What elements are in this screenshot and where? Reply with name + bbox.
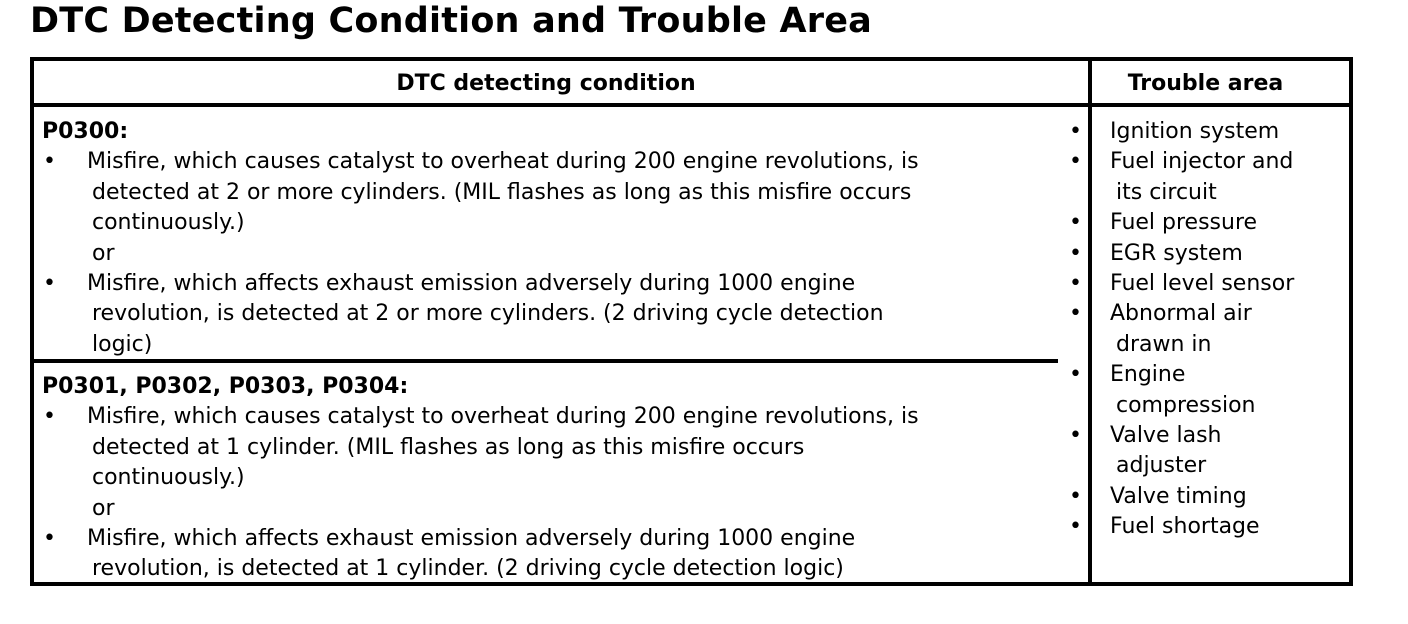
bullet-icon: • [1069,362,1082,388]
condition-cell-p0300 [42,117,1052,360]
bullet-line [42,147,1052,177]
trouble-area-item [1068,147,1353,177]
bullet-icon: • [1069,240,1082,266]
bullet-icon: • [43,526,56,552]
trouble-area-text: drawn in [1116,331,1212,357]
condition-text: revolution, is detected at 2 or more cylinders. (2 driving cycle detection [92,301,884,327]
bullet-line [42,524,1052,554]
bullet-icon: • [43,271,56,297]
trouble-area-text: Fuel shortage [1110,514,1260,540]
bullet-icon: • [1069,210,1082,236]
trouble-area-item [1068,208,1353,238]
condition-text: logic) [92,331,153,357]
header-trouble-area: Trouble area [1127,71,1284,96]
condition-text: detected at 2 or more cylinders. (MIL flashes as long as this misfire occurs [92,179,912,205]
trouble-area-text: Ignition system [1110,119,1280,144]
header-divider [34,103,1349,107]
trouble-area-text: Valve lash [1110,423,1222,449]
condition-text: continuously.) [92,210,245,236]
dtc-code: P0300: [42,119,129,144]
trouble-area-text: Fuel level sensor [1110,271,1295,297]
bullet-icon: • [43,149,56,175]
dtc-code: P0301, P0302, P0303, P0304: [42,374,409,399]
trouble-area-item [1068,512,1353,542]
trouble-area-text: EGR system [1110,240,1243,266]
trouble-area-text: compression [1116,392,1256,418]
header-detecting-condition: DTC detecting condition [396,71,696,96]
trouble-area-text: Engine [1110,362,1186,388]
condition-text: Misfire, which causes catalyst to overheat during 200 engine revolutions, is [87,404,919,430]
trouble-area-text: Abnormal air [1110,301,1252,327]
trouble-area-text: Fuel injector and [1110,149,1294,175]
trouble-area-text: Valve timing [1110,483,1247,509]
dtc-table [30,57,1353,586]
condition-text: detected at 1 cylinder. (MIL flashes as long as this misfire occurs [92,434,805,460]
condition-cell-p0301-p0304 [42,372,1052,585]
trouble-area-text: Fuel pressure [1110,210,1258,236]
condition-text: Misfire, which causes catalyst to overheat during 200 engine revolutions, is [87,149,919,175]
trouble-area-item [1068,482,1353,512]
bullet-icon: • [1069,514,1082,540]
trouble-area-item [1068,421,1353,451]
bullet-icon: • [1069,301,1082,327]
trouble-area-item [1068,117,1353,147]
bullet-icon: • [1069,423,1082,449]
bullet-icon: • [1069,271,1082,297]
condition-text: revolution, is detected at 1 cylinder. (2 driving cycle detection logic) [92,556,844,582]
trouble-area-cell [1068,117,1353,543]
page-title: DTC Detecting Condition and Trouble Area [30,1,872,41]
bullet-line [42,402,1052,432]
trouble-area-text: its circuit [1116,179,1217,205]
bullet-icon: • [1069,149,1082,175]
trouble-area-item [1068,299,1353,329]
bullet-line [42,269,1052,299]
trouble-area-item [1068,239,1353,269]
trouble-area-text: adjuster [1116,453,1207,479]
bullet-icon: • [1069,483,1082,509]
condition-text: Misfire, which affects exhaust emission adversely during 1000 engine [87,271,856,297]
condition-text: Misfire, which affects exhaust emission adversely during 1000 engine [87,526,856,552]
or-separator: or [92,495,115,521]
condition-text: continuously.) [92,465,245,491]
bullet-icon: • [43,404,56,430]
bullet-icon: • [1069,119,1082,144]
trouble-area-item [1068,360,1353,390]
or-separator: or [92,240,115,266]
trouble-area-item [1068,269,1353,299]
